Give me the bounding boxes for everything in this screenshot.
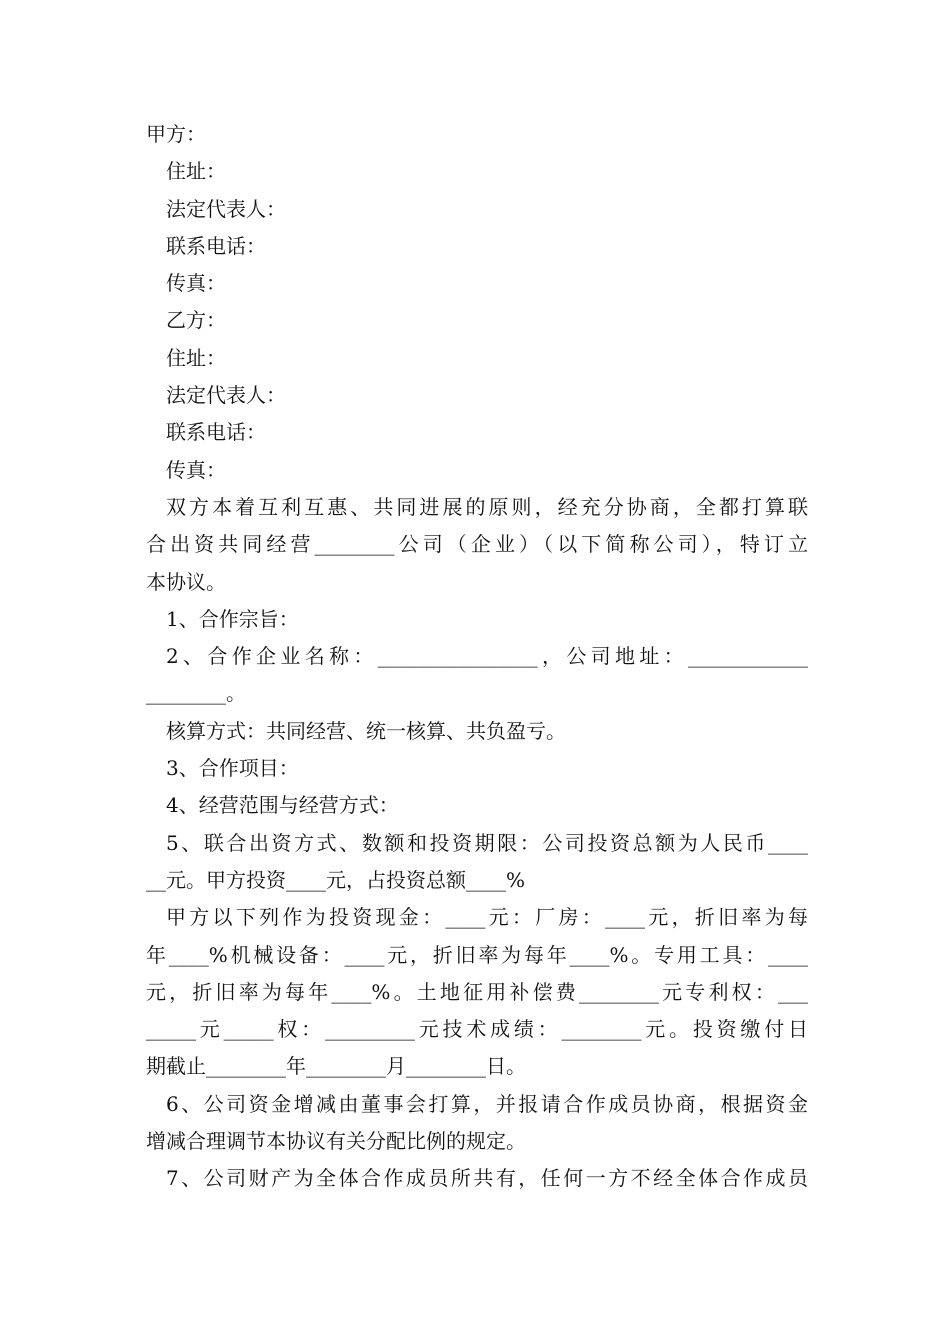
doc-line: 乙方： bbox=[166, 308, 226, 333]
doc-line: 年____%机械设备：____元，折旧率为每年____%。专用工具：____ bbox=[146, 942, 808, 967]
doc-line: 3、合作项目： bbox=[166, 756, 299, 781]
doc-line: 传真： bbox=[166, 457, 226, 482]
doc-line: 住址： bbox=[166, 159, 226, 184]
doc-line: 1、合作宗旨： bbox=[166, 606, 299, 631]
doc-line: 法定代表人： bbox=[166, 196, 286, 221]
doc-line: ________。 bbox=[146, 681, 246, 706]
doc-line: 核算方式：共同经营、统一核算、共负盈亏。 bbox=[166, 718, 566, 743]
doc-line: _____元_____权：_________元技术成绩：________元。投资缴付日 bbox=[146, 1017, 808, 1042]
document-page bbox=[146, 116, 808, 1198]
doc-line: 合出资共同经营________公司（企业）（以下简称公司），特订立 bbox=[146, 532, 808, 557]
doc-line: 法定代表人： bbox=[166, 383, 286, 408]
doc-line: 4、经营范围与经营方式： bbox=[166, 793, 399, 818]
doc-line: 甲方： bbox=[146, 122, 206, 146]
doc-line: 本协议。 bbox=[146, 569, 226, 594]
doc-line: 元，折旧率为每年____%。土地征用补偿费________元专利权：___ bbox=[146, 979, 808, 1004]
doc-line: 6、公司资金增减由董事会打算，并报请合作成员协商，根据资金 bbox=[166, 1091, 808, 1116]
doc-line: 期截止________年________月________日。 bbox=[146, 1054, 526, 1079]
doc-line: 甲方以下列作为投资现金：____元：厂房：____元，折旧率为每 bbox=[166, 905, 808, 930]
doc-line: 增减合理调节本协议有关分配比例的规定。 bbox=[146, 1129, 526, 1154]
doc-line: 7、公司财产为全体合作成员所共有，任何一方不经全体合作成员 bbox=[166, 1166, 808, 1191]
doc-line: 住址： bbox=[166, 345, 226, 370]
doc-line: 联系电话： bbox=[166, 420, 266, 445]
doc-line: 5、联合出资方式、数额和投资期限：公司投资总额为人民币____ bbox=[166, 830, 808, 855]
doc-line: __元。甲方投资____元，占投资总额____% bbox=[146, 867, 526, 892]
doc-line: 双方本着互利互惠、共同进展的原则，经充分协商，全都打算联 bbox=[166, 494, 808, 519]
doc-line: 2、合作企业名称：________________，公司地址：____________ bbox=[166, 644, 808, 669]
doc-line: 传真： bbox=[166, 271, 226, 296]
doc-line: 联系电话： bbox=[166, 233, 266, 258]
